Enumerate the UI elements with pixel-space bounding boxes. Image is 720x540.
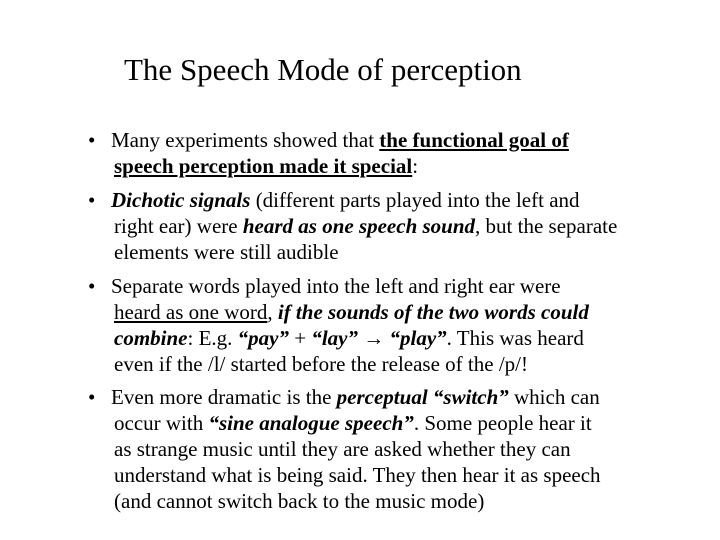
text-run: heard as one word <box>114 300 268 324</box>
bullet-4-line-3 <box>114 436 571 462</box>
bullet-2-line-3 <box>114 239 339 265</box>
bullet-4-line-5 <box>114 488 484 514</box>
text-run: which can <box>508 385 600 409</box>
bullet-3-line-2 <box>114 299 589 325</box>
bullet-4-line-2 <box>114 410 592 436</box>
text-run: . Some people hear it <box>413 411 592 435</box>
bullet-4-line-4 <box>114 462 601 488</box>
text-run: Many experiments showed that <box>111 128 380 152</box>
text-run: , but the separate <box>475 214 618 238</box>
text-run: , <box>267 300 278 324</box>
text-run: . This was heard <box>446 326 584 350</box>
text-run: : E.g. <box>187 326 238 350</box>
bullet-marker: • <box>88 274 96 298</box>
text-run: heard as one speech sound <box>242 214 476 238</box>
text-run: perceptual “switch” <box>336 385 509 409</box>
text-run: Dichotic signals <box>111 188 251 212</box>
bullet-marker: • <box>88 128 96 152</box>
text-run: + <box>289 326 312 350</box>
slide-title: The Speech Mode of perception <box>124 52 522 87</box>
bullet-marker: • <box>88 385 96 409</box>
text-run: understand what is being said. They then hear it as speech <box>114 463 601 487</box>
text-run: right ear) were <box>114 214 243 238</box>
text-run: Separate words played into the left and right ear were <box>111 274 561 298</box>
bullet-3-line-4 <box>114 351 528 377</box>
text-run: speech perception made it special <box>114 154 413 178</box>
text-run: (and cannot switch back to the music mode) <box>114 489 485 513</box>
text-run: “lay” <box>311 326 358 350</box>
bullet-2-line-1 <box>111 187 580 213</box>
bullet-3-line-3 <box>114 325 584 351</box>
text-run: even if the /l/ started before the release of the /p/! <box>114 352 528 376</box>
bullet-4-line-1 <box>111 384 600 410</box>
bullet-marker: • <box>88 188 96 212</box>
text-run: “play” <box>389 326 447 350</box>
text-run: if the sounds of the two words could <box>277 300 589 324</box>
text-run: combine <box>114 326 188 350</box>
text-run: (different parts played into the left and <box>250 188 580 212</box>
text-run: Even more dramatic is the <box>111 385 337 409</box>
text-run: as strange music until they are asked whether they can <box>114 437 571 461</box>
text-run: the functional goal of <box>379 128 569 152</box>
text-run: : <box>412 154 419 178</box>
text-run: “sine analogue speech” <box>208 411 414 435</box>
bullet-1-line-2 <box>114 153 418 179</box>
text-run: elements were still audible <box>114 240 339 264</box>
bullet-2-line-2 <box>114 213 617 239</box>
arrow-icon: → <box>358 326 390 350</box>
text-run: “pay” <box>237 326 289 350</box>
bullet-3-line-1 <box>111 273 561 299</box>
bullet-1-line-1 <box>111 127 569 153</box>
text-run: occur with <box>114 411 209 435</box>
